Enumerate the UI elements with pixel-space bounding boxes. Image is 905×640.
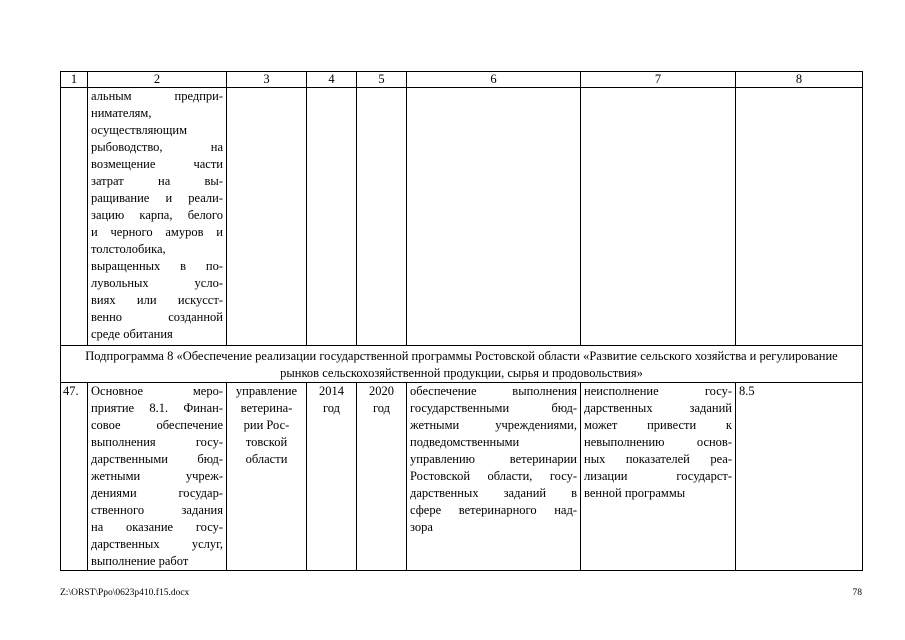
text-line: альным предпри- bbox=[91, 89, 223, 103]
header-col-8: 8 bbox=[736, 72, 863, 88]
text-line: 2014 bbox=[319, 384, 344, 398]
text-line: венной программы bbox=[584, 486, 686, 500]
continuation-name-text bbox=[91, 88, 223, 343]
text-line: ращивание и реали- bbox=[91, 191, 223, 205]
continuation-cell-5 bbox=[357, 88, 407, 346]
row-47-consequences bbox=[581, 383, 736, 571]
header-row bbox=[61, 72, 863, 88]
row-47 bbox=[61, 383, 863, 571]
text-line: среде обитания bbox=[91, 327, 173, 341]
text-line: жетными учреждениями, bbox=[410, 418, 577, 432]
text-line: рыбоводство, на bbox=[91, 140, 223, 154]
text-line: виях или искусст- bbox=[91, 293, 223, 307]
row-47-name bbox=[88, 383, 227, 571]
text-line: дарственными бюд- bbox=[91, 452, 223, 466]
header-col-7: 7 bbox=[581, 72, 736, 88]
text-line: государственными бюд- bbox=[410, 401, 577, 415]
text-line: Ростовской области, госу- bbox=[410, 469, 577, 483]
program-table bbox=[60, 71, 863, 571]
text-line: 2020 bbox=[369, 384, 394, 398]
row-47-end-year-text bbox=[360, 383, 403, 417]
text-line: год bbox=[372, 401, 391, 415]
continuation-name-cell bbox=[88, 88, 227, 346]
text-line: управлению ветеринарии bbox=[410, 452, 577, 466]
text-line: дарственных услуг, bbox=[91, 537, 223, 551]
row-47-consequences-text bbox=[584, 383, 732, 502]
text-line: совое обеспечение bbox=[91, 418, 223, 432]
continuation-cell-6 bbox=[407, 88, 581, 346]
text-line: выполнения госу- bbox=[91, 435, 223, 449]
continuation-num-cell bbox=[61, 88, 88, 346]
text-line: неисполнение госу- bbox=[584, 384, 732, 398]
subprogram-row bbox=[61, 346, 863, 383]
row-47-name-text bbox=[91, 383, 223, 570]
text-line: товской bbox=[245, 435, 288, 449]
header-col-1: 1 bbox=[61, 72, 88, 88]
text-line: невыполнению основ- bbox=[584, 435, 732, 449]
text-line: области bbox=[245, 452, 288, 466]
footer-file-path: Z:\ORST\Ppo\0623p410.f15.docx bbox=[60, 588, 190, 598]
text-line: зацию карпа, белого bbox=[91, 208, 223, 222]
continuation-cell-4 bbox=[307, 88, 357, 346]
continuation-cell-7 bbox=[581, 88, 736, 346]
row-47-start-year-text bbox=[310, 383, 353, 417]
text-line: может привести к bbox=[584, 418, 732, 432]
row-47-executor bbox=[227, 383, 307, 571]
text-line: рии Рос- bbox=[243, 418, 290, 432]
text-line: выращенных в по- bbox=[91, 259, 223, 273]
row-47-end-year bbox=[357, 383, 407, 571]
text-line: возмещение части bbox=[91, 157, 223, 171]
text-line: дарственных заданий в bbox=[410, 486, 577, 500]
text-line: затрат на вы- bbox=[91, 174, 223, 188]
row-47-num: 47. bbox=[61, 383, 88, 571]
row-47-result bbox=[407, 383, 581, 571]
continuation-row bbox=[61, 88, 863, 346]
text-line: нимателям, bbox=[91, 106, 152, 120]
text-line: жетными учреж- bbox=[91, 469, 223, 483]
text-line: дарственных заданий bbox=[584, 401, 732, 415]
text-line: обеспечение выполнения bbox=[410, 384, 577, 398]
header-col-3: 3 bbox=[227, 72, 307, 88]
text-line: приятие 8.1. Финан- bbox=[91, 401, 223, 415]
row-47-result-text bbox=[410, 383, 577, 536]
footer-page-number: 78 bbox=[852, 588, 862, 598]
text-line: ных показателей реа- bbox=[584, 452, 732, 466]
text-line: и черного амуров и bbox=[91, 225, 223, 239]
text-line: выполнение работ bbox=[91, 554, 189, 568]
row-47-indicator: 8.5 bbox=[736, 383, 863, 571]
text-line: толстолобика, bbox=[91, 242, 166, 256]
continuation-cell-8 bbox=[736, 88, 863, 346]
row-47-executor-text bbox=[229, 383, 304, 468]
header-col-6: 6 bbox=[407, 72, 581, 88]
text-line: зора bbox=[410, 520, 433, 534]
text-line: ветерина- bbox=[240, 401, 293, 415]
text-line: подведомственными bbox=[410, 435, 520, 449]
text-line: сфере ветеринарного над- bbox=[410, 503, 577, 517]
header-col-4: 4 bbox=[307, 72, 357, 88]
header-col-2: 2 bbox=[88, 72, 227, 88]
text-line: дениями государ- bbox=[91, 486, 223, 500]
text-line: на оказание госу- bbox=[91, 520, 223, 534]
text-line: управление bbox=[235, 384, 298, 398]
continuation-cell-3 bbox=[227, 88, 307, 346]
text-line: год bbox=[322, 401, 341, 415]
text-line: ственного задания bbox=[91, 503, 223, 517]
text-line: лизации государст- bbox=[584, 469, 732, 483]
row-47-start-year bbox=[307, 383, 357, 571]
text-line: Основное меро- bbox=[91, 384, 223, 398]
text-line: лувольных усло- bbox=[91, 276, 223, 290]
text-line: осуществляющим bbox=[91, 123, 187, 137]
text-line: венно созданной bbox=[91, 310, 223, 324]
subprogram-title: Подпрограмма 8 «Обеспечение реализации государственной программы Ростовской области «Развитие сельского хозяйства и регулирование рынков сельскохозяйственной продукции, сырья и продовольствия» bbox=[61, 346, 863, 383]
header-col-5: 5 bbox=[357, 72, 407, 88]
